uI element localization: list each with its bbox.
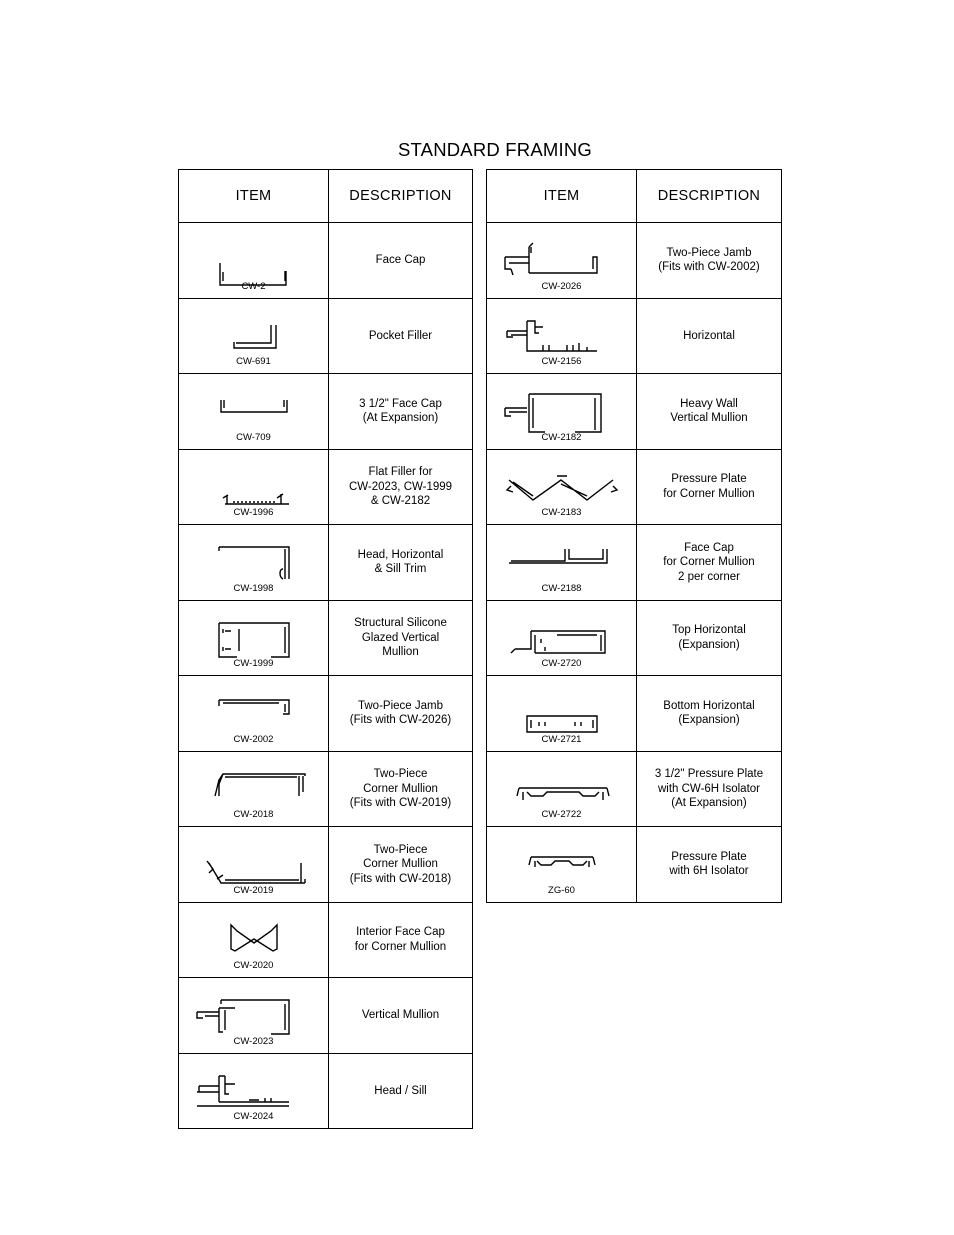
part-code: CW-709	[236, 431, 271, 443]
part-code: CW-2722	[541, 809, 582, 820]
table-row	[179, 223, 473, 299]
description-cell	[637, 525, 782, 601]
description-cell	[637, 223, 782, 299]
part-description: Pressure Plate for Corner Mullion	[663, 473, 755, 500]
table-row	[487, 525, 782, 601]
table-row	[487, 827, 782, 903]
part-code: CW-2002	[233, 733, 274, 745]
table-row	[487, 374, 782, 450]
part-description: Two-Piece Corner Mullion (Fits with CW-2019)	[349, 768, 452, 809]
part-code: CW-2026	[541, 280, 582, 292]
table-row	[179, 374, 473, 450]
part-description: Two-Piece Jamb (Fits with CW-2026)	[349, 699, 452, 727]
part-description: Horizontal	[683, 329, 735, 342]
item-cell	[179, 600, 329, 676]
part-code: CW-2182	[541, 431, 582, 443]
item-cell	[487, 298, 637, 374]
table-row	[179, 902, 473, 978]
description-cell	[329, 298, 473, 374]
part-code: CW-2024	[233, 1111, 274, 1122]
item-cell	[487, 449, 637, 525]
part-description: Top Horizontal (Expansion)	[672, 624, 746, 651]
description-cell	[329, 600, 473, 676]
table-row	[487, 676, 782, 752]
table-row	[179, 827, 473, 903]
description-cell	[637, 676, 782, 752]
description-cell	[637, 751, 782, 827]
description-column-header: DESCRIPTION	[329, 170, 473, 223]
part-code: CW-2020	[233, 960, 274, 971]
part-description: Interior Face Cap for Corner Mullion	[354, 926, 447, 953]
part-code: CW-2188	[541, 582, 582, 594]
table-row	[179, 298, 473, 374]
part-description: 3 1/2" Pressure Plate with CW-6H Isolator (At Expansion)	[654, 768, 764, 809]
description-cell	[637, 298, 782, 374]
item-cell	[179, 827, 329, 903]
item-column-header: ITEM	[179, 170, 329, 223]
part-code: CW-691	[236, 356, 271, 367]
item-cell	[179, 525, 329, 601]
item-cell	[487, 676, 637, 752]
item-cell	[179, 1053, 329, 1129]
table-row	[487, 449, 782, 525]
table-row	[179, 751, 473, 827]
part-description: Pressure Plate with 6H Isolator	[669, 850, 749, 878]
table-row	[487, 223, 782, 299]
part-description: Two-Piece Corner Mullion (Fits with CW-2018)	[349, 843, 452, 885]
description-cell	[637, 374, 782, 450]
item-cell	[179, 751, 329, 827]
description-cell	[329, 374, 473, 450]
description-cell	[329, 1053, 473, 1129]
part-description: Pocket Filler	[368, 329, 433, 342]
part-code: CW-2156	[541, 356, 582, 367]
part-description: 3 1/2" Face Cap (At Expansion)	[359, 397, 442, 425]
table-header-row	[487, 170, 782, 223]
part-code: CW-2721	[541, 733, 582, 745]
table-row	[487, 600, 782, 676]
item-cell	[487, 223, 637, 299]
description-cell	[329, 902, 473, 978]
item-cell	[487, 525, 637, 601]
part-description: Heavy Wall Vertical Mullion	[670, 397, 748, 425]
part-description: Head / Sill	[374, 1084, 427, 1097]
table-row	[179, 676, 473, 752]
part-code: CW-1996	[233, 507, 274, 518]
part-description: Structural Silicone Glazed Vertical Mullion	[354, 617, 447, 658]
description-cell	[329, 449, 473, 525]
item-cell	[179, 902, 329, 978]
description-cell	[637, 449, 782, 525]
description-cell	[329, 827, 473, 903]
table-header-row	[179, 170, 473, 223]
item-cell	[487, 827, 637, 903]
description-cell	[329, 751, 473, 827]
part-description: Vertical Mullion	[361, 1009, 440, 1021]
description-cell	[637, 600, 782, 676]
table-row	[179, 449, 473, 525]
table-row	[179, 525, 473, 601]
part-code: CW-1998	[233, 582, 274, 594]
item-cell	[487, 374, 637, 450]
item-cell	[179, 374, 329, 450]
part-code: ZG-60	[548, 884, 575, 896]
part-description: Head, Horizontal & Sill Trim	[357, 548, 444, 576]
description-cell	[329, 978, 473, 1054]
part-description: Bottom Horizontal (Expansion)	[663, 699, 755, 727]
part-code: CW-2018	[233, 809, 274, 820]
item-cell	[179, 676, 329, 752]
table-row	[179, 1053, 473, 1129]
table-row	[487, 751, 782, 827]
table-row	[179, 978, 473, 1054]
framing-table-left	[178, 169, 473, 1129]
item-cell	[179, 449, 329, 525]
part-code: CW-2019	[233, 884, 274, 896]
item-cell	[179, 978, 329, 1054]
part-code: CW-2	[241, 280, 266, 292]
description-cell	[637, 827, 782, 903]
part-code: CW-2720	[541, 658, 582, 669]
item-cell	[487, 600, 637, 676]
item-cell	[179, 223, 329, 299]
part-description: Face Cap for Corner Mullion 2 per corner	[663, 541, 755, 583]
description-cell	[329, 676, 473, 752]
part-description: Two-Piece Jamb (Fits with CW-2002)	[658, 246, 760, 274]
description-cell	[329, 223, 473, 299]
part-description: Face Cap	[375, 254, 426, 266]
description-cell	[329, 525, 473, 601]
item-column-header: ITEM	[487, 170, 637, 223]
part-code: CW-2183	[541, 507, 582, 518]
table-row	[487, 298, 782, 374]
item-cell	[487, 751, 637, 827]
part-code: CW-2023	[233, 1035, 274, 1047]
page-title: STANDARD FRAMING	[397, 139, 593, 160]
part-description: Flat Filler for CW-2023, CW-1999 & CW-2182	[348, 466, 453, 507]
part-code: CW-1999	[233, 658, 274, 669]
table-row	[179, 600, 473, 676]
description-column-header: DESCRIPTION	[637, 170, 782, 223]
item-cell	[179, 298, 329, 374]
framing-table-right	[486, 169, 782, 903]
